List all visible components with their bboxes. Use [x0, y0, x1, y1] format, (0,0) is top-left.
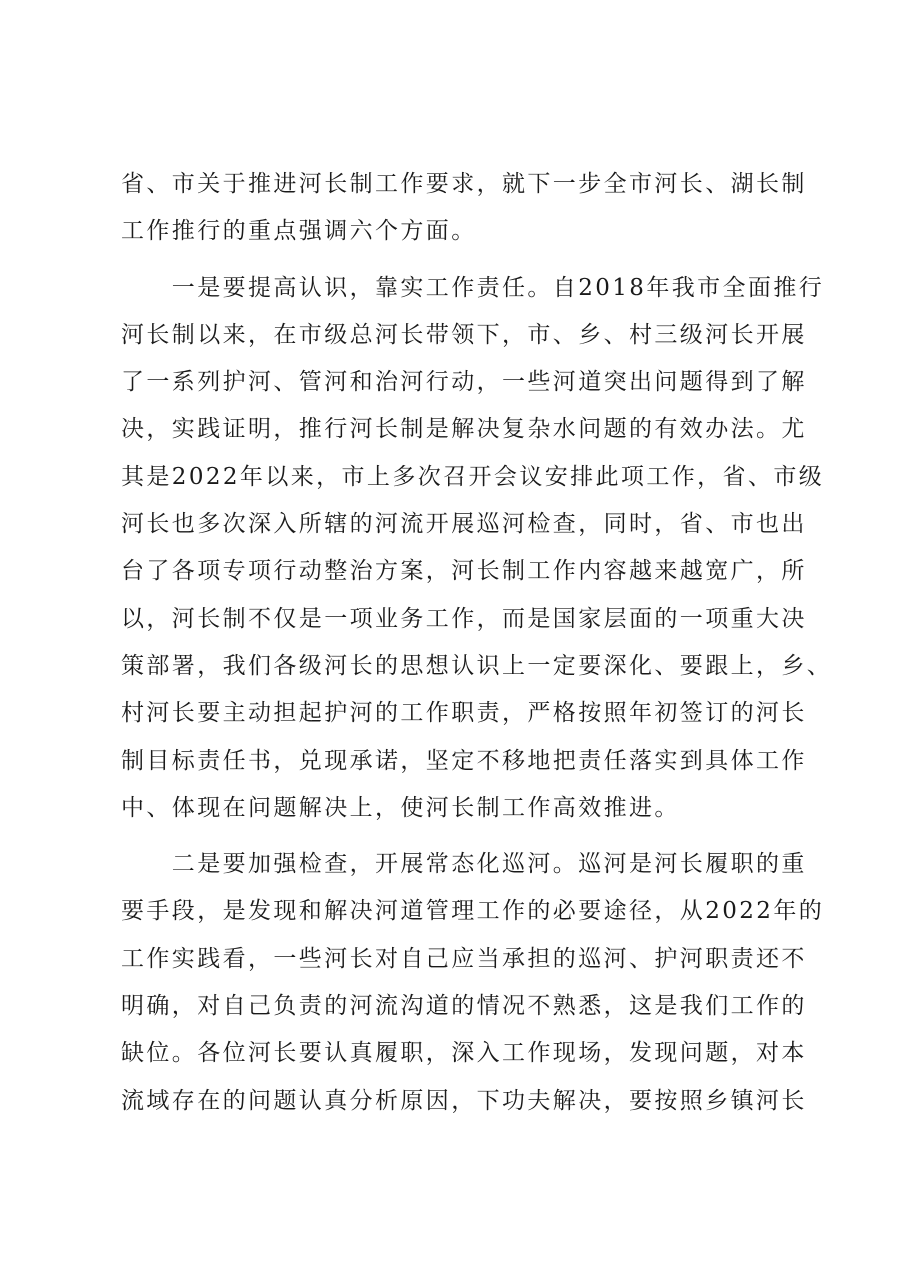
paragraph-first-line: 二是要加强检查，开展常态化巡河。巡河是河长履职的重 — [121, 851, 807, 878]
text-line: 流域存在的问题认真分析原因，下功夫解决，要按照乡镇河长 — [121, 1087, 807, 1114]
text-line: 工作推行的重点强调六个方面。 — [121, 218, 477, 245]
text-line: 其是2022年以来，市上多次召开会议安排此项工作，省、市级 — [121, 463, 825, 490]
text-line: 要手段，是发现和解决河道管理工作的必要途径，从2022年的 — [121, 898, 825, 925]
text-line: 以，河长制不仅是一项业务工作，而是国家层面的一项重大决 — [121, 605, 807, 632]
text-line: 明确，对自己负责的河流沟道的情况不熟悉，这是我们工作的 — [121, 993, 807, 1020]
text-line: 河长也多次深入所辖的河流开展巡河检查，同时，省、市也出 — [121, 511, 807, 538]
text-line: 省、市关于推进河长制工作要求，就下一步全市河长、湖长制 — [121, 171, 807, 197]
text-line: 制目标责任书，兑现承诺，坚定不移地把责任落实到具体工作 — [121, 747, 807, 774]
body-text — [121, 161, 833, 1125]
text-line: 河长制以来，在市级总河长带领下，市、乡、村三级河长开展 — [121, 321, 807, 348]
text-line: 台了各项专项行动整治方案，河长制工作内容越来越宽广，所 — [121, 558, 807, 585]
text-line: 决，实践证明，推行河长制是解决复杂水问题的有效办法。尤 — [121, 416, 807, 443]
text-line: 工作实践看，一些河长对自己应当承担的巡河、护河职责还不 — [121, 945, 807, 972]
text-line: 中、体现在问题解决上，使河长制工作高效推进。 — [121, 794, 680, 821]
text-line: 策部署，我们各级河长的思想认识上一定要深化、要跟上，乡、 — [121, 652, 833, 679]
text-line: 村河长要主动担起护河的工作职责，严格按照年初签订的河长 — [121, 700, 807, 727]
text-line: 缺位。各位河长要认真履职，深入工作现场，发现问题，对本 — [121, 1040, 807, 1067]
text-line: 了一系列护河、管河和治河行动，一些河道突出问题得到了解 — [121, 369, 807, 396]
paragraph-first-line: 一是要提高认识，靠实工作责任。自2018年我市全面推行 — [121, 274, 825, 301]
